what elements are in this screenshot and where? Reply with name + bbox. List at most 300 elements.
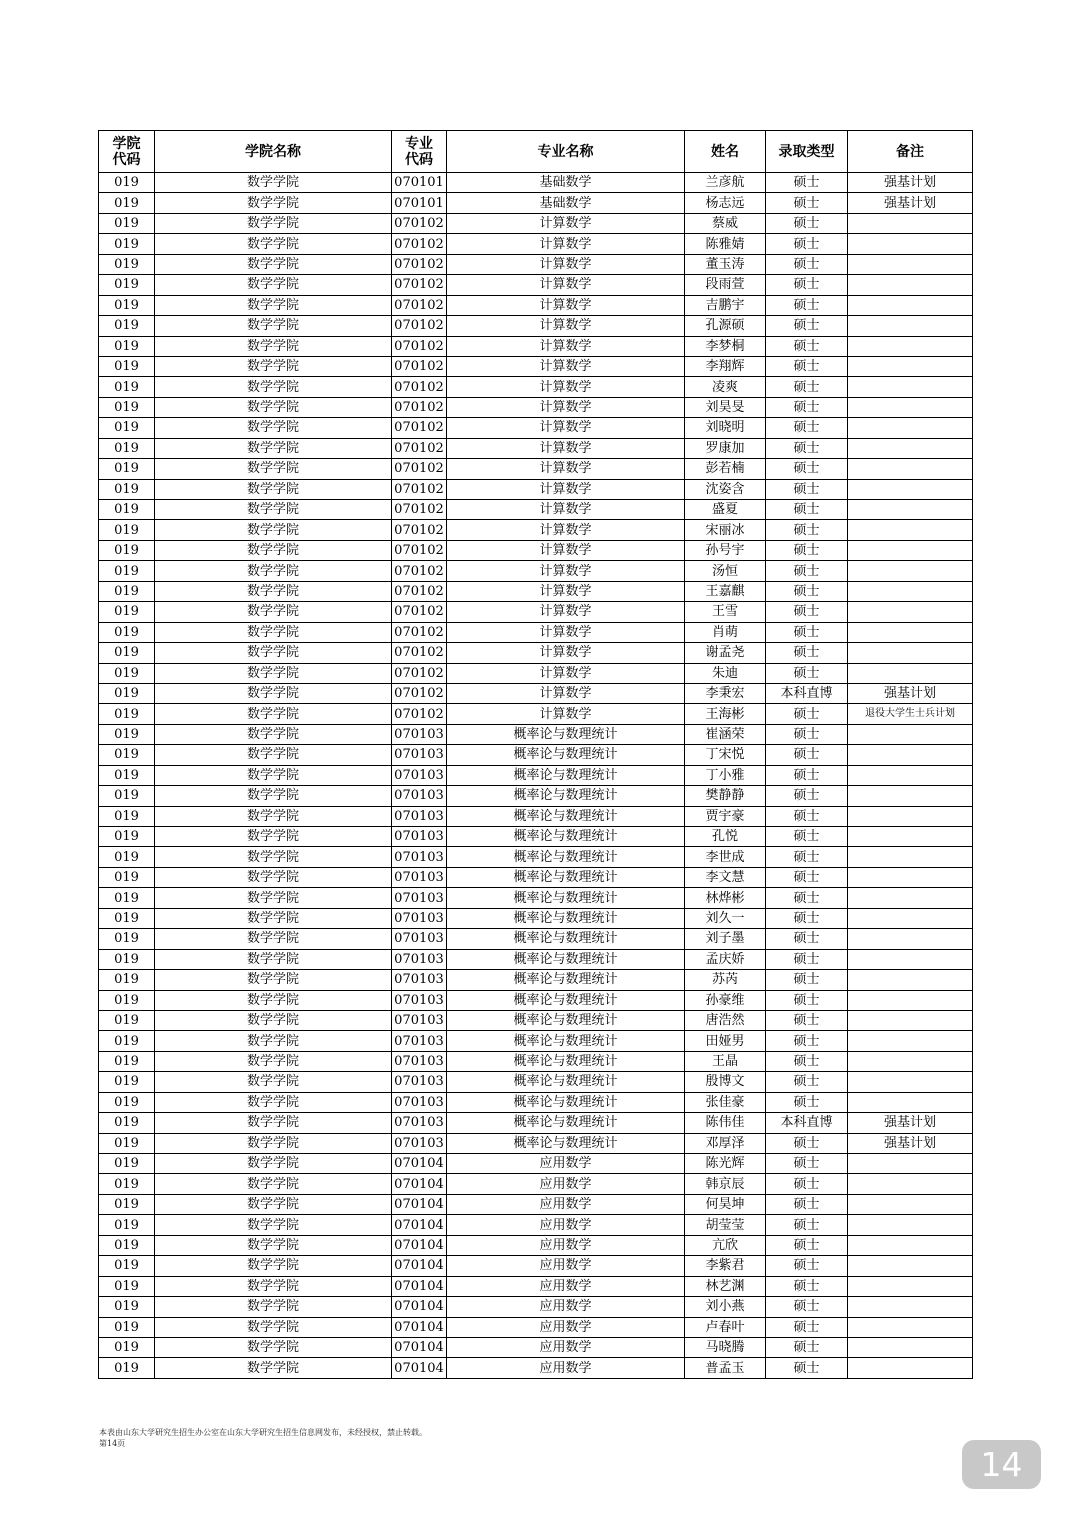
college-name-cell: 数学学院	[155, 949, 392, 969]
college-name-cell: 数学学院	[155, 970, 392, 990]
college-code-cell: 019	[99, 908, 155, 928]
college-code-cell: 019	[99, 1174, 155, 1194]
admission-type-cell: 硕士	[766, 377, 848, 397]
admission-type-cell: 硕士	[766, 1358, 848, 1378]
student-name-cell: 林艺渊	[685, 1276, 766, 1296]
admission-type-cell: 硕士	[766, 254, 848, 274]
table-row	[99, 397, 973, 417]
college-code-cell: 019	[99, 377, 155, 397]
remarks-cell	[848, 1358, 973, 1378]
admission-type-cell: 硕士	[766, 1174, 848, 1194]
header-admission-type: 录取类型	[766, 131, 848, 173]
admission-type-cell: 硕士	[766, 418, 848, 438]
college-name-cell: 数学学院	[155, 1317, 392, 1337]
admission-type-cell: 硕士	[766, 1031, 848, 1051]
college-code-cell: 019	[99, 1337, 155, 1357]
admission-type-cell: 硕士	[766, 847, 848, 867]
major-code-cell: 070102	[392, 683, 447, 703]
admission-type-cell: 硕士	[766, 540, 848, 560]
remarks-cell	[848, 867, 973, 887]
table-row	[99, 847, 973, 867]
college-code-cell: 019	[99, 888, 155, 908]
table-row	[99, 786, 973, 806]
student-name-cell: 陈光辉	[685, 1154, 766, 1174]
admission-type-cell: 硕士	[766, 500, 848, 520]
major-code-cell: 070102	[392, 316, 447, 336]
major-code-cell: 070102	[392, 275, 447, 295]
admission-type-cell: 硕士	[766, 1010, 848, 1030]
student-name-cell: 沈姿含	[685, 479, 766, 499]
major-code-cell: 070102	[392, 295, 447, 315]
admission-type-cell: 硕士	[766, 867, 848, 887]
college-name-cell: 数学学院	[155, 1358, 392, 1378]
admission-type-cell: 本科直博	[766, 1113, 848, 1133]
header-student-name: 姓名	[685, 131, 766, 173]
remarks-cell	[848, 520, 973, 540]
admission-type-cell: 硕士	[766, 643, 848, 663]
student-name-cell: 亢欣	[685, 1235, 766, 1255]
remarks-cell	[848, 275, 973, 295]
remarks-cell	[848, 806, 973, 826]
admission-type-cell: 硕士	[766, 704, 848, 724]
major-code-cell: 070103	[392, 1113, 447, 1133]
remarks-cell	[848, 356, 973, 376]
table-row	[99, 1092, 973, 1112]
table-row	[99, 970, 973, 990]
remarks-cell	[848, 438, 973, 458]
college-code-cell: 019	[99, 990, 155, 1010]
table-row	[99, 1337, 973, 1357]
remarks-cell	[848, 234, 973, 254]
major-code-cell: 070104	[392, 1154, 447, 1174]
major-name-cell: 概率论与数理统计	[447, 745, 685, 765]
table-row	[99, 888, 973, 908]
table-row	[99, 622, 973, 642]
student-name-cell: 盛夏	[685, 500, 766, 520]
table-row	[99, 1072, 973, 1092]
major-code-cell: 070103	[392, 724, 447, 744]
major-name-cell: 概率论与数理统计	[447, 786, 685, 806]
major-code-cell: 070104	[392, 1276, 447, 1296]
student-name-cell: 普孟玉	[685, 1358, 766, 1378]
major-name-cell: 应用数学	[447, 1317, 685, 1337]
student-name-cell: 田娅男	[685, 1031, 766, 1051]
admission-type-cell: 硕士	[766, 275, 848, 295]
college-code-cell: 019	[99, 356, 155, 376]
student-name-cell: 樊静静	[685, 786, 766, 806]
admission-type-cell: 硕士	[766, 1133, 848, 1153]
student-name-cell: 陈雅婧	[685, 234, 766, 254]
college-name-cell: 数学学院	[155, 234, 392, 254]
major-name-cell: 应用数学	[447, 1235, 685, 1255]
major-name-cell: 概率论与数理统计	[447, 1031, 685, 1051]
college-name-cell: 数学学院	[155, 765, 392, 785]
major-code-cell: 070102	[392, 234, 447, 254]
major-name-cell: 概率论与数理统计	[447, 970, 685, 990]
student-name-cell: 李文慧	[685, 867, 766, 887]
major-code-cell: 070102	[392, 622, 447, 642]
college-name-cell: 数学学院	[155, 1154, 392, 1174]
college-name-cell: 数学学院	[155, 724, 392, 744]
college-name-cell: 数学学院	[155, 1010, 392, 1030]
admission-type-cell: 硕士	[766, 1194, 848, 1214]
remarks-cell	[848, 745, 973, 765]
table-row	[99, 438, 973, 458]
admission-type-cell: 硕士	[766, 1092, 848, 1112]
admission-type-cell: 硕士	[766, 479, 848, 499]
remarks-cell	[848, 786, 973, 806]
major-name-cell: 基础数学	[447, 173, 685, 193]
student-name-cell: 王海彬	[685, 704, 766, 724]
table-row	[99, 704, 973, 724]
remarks-cell	[848, 724, 973, 744]
major-name-cell: 概率论与数理统计	[447, 806, 685, 826]
remarks-cell: 强基计划	[848, 193, 973, 213]
major-code-cell: 070103	[392, 1031, 447, 1051]
student-name-cell: 王嘉麒	[685, 581, 766, 601]
table-row	[99, 1358, 973, 1378]
student-name-cell: 刘小燕	[685, 1297, 766, 1317]
remarks-cell	[848, 540, 973, 560]
college-code-cell: 019	[99, 1317, 155, 1337]
table-row	[99, 908, 973, 928]
table-row	[99, 990, 973, 1010]
college-name-cell: 数学学院	[155, 929, 392, 949]
major-code-cell: 070102	[392, 438, 447, 458]
major-name-cell: 计算数学	[447, 336, 685, 356]
college-code-cell: 019	[99, 1297, 155, 1317]
major-code-cell: 070103	[392, 949, 447, 969]
major-name-cell: 计算数学	[447, 704, 685, 724]
major-name-cell: 计算数学	[447, 683, 685, 703]
college-name-cell: 数学学院	[155, 213, 392, 233]
major-code-cell: 070101	[392, 193, 447, 213]
college-name-cell: 数学学院	[155, 254, 392, 274]
admission-type-cell: 硕士	[766, 970, 848, 990]
college-code-cell: 019	[99, 683, 155, 703]
college-code-cell: 019	[99, 213, 155, 233]
remarks-cell	[848, 1010, 973, 1030]
student-name-cell: 彭若楠	[685, 459, 766, 479]
college-code-cell: 019	[99, 459, 155, 479]
remarks-cell	[848, 643, 973, 663]
major-name-cell: 应用数学	[447, 1358, 685, 1378]
college-code-cell: 019	[99, 1358, 155, 1378]
major-code-cell: 070104	[392, 1215, 447, 1235]
student-name-cell: 丁小雅	[685, 765, 766, 785]
table-row	[99, 540, 973, 560]
remarks-cell	[848, 459, 973, 479]
college-code-cell: 019	[99, 1113, 155, 1133]
remarks-cell	[848, 397, 973, 417]
table-row	[99, 1133, 973, 1153]
major-name-cell: 计算数学	[447, 500, 685, 520]
major-code-cell: 070103	[392, 827, 447, 847]
major-name-cell: 计算数学	[447, 438, 685, 458]
table-row	[99, 1010, 973, 1030]
student-name-cell: 胡莹莹	[685, 1215, 766, 1235]
remarks-cell	[848, 1337, 973, 1357]
remarks-cell: 退役大学生士兵计划	[848, 704, 973, 724]
major-name-cell: 概率论与数理统计	[447, 990, 685, 1010]
major-name-cell: 计算数学	[447, 397, 685, 417]
student-name-cell: 朱迪	[685, 663, 766, 683]
college-name-cell: 数学学院	[155, 888, 392, 908]
college-name-cell: 数学学院	[155, 683, 392, 703]
admission-type-cell: 硕士	[766, 459, 848, 479]
remarks-cell	[848, 1256, 973, 1276]
admission-type-cell: 硕士	[766, 1215, 848, 1235]
admission-type-cell: 硕士	[766, 561, 848, 581]
admission-type-cell: 硕士	[766, 745, 848, 765]
major-code-cell: 070103	[392, 929, 447, 949]
remarks-cell	[848, 1154, 973, 1174]
major-code-cell: 070102	[392, 581, 447, 601]
college-name-cell: 数学学院	[155, 602, 392, 622]
copyright-notice: 本表由山东大学研究生招生办公室在山东大学研究生招生信息网发布，未经授权，禁止转载。	[99, 1428, 427, 1437]
table-row	[99, 1051, 973, 1071]
college-code-cell: 019	[99, 193, 155, 213]
remarks-cell	[848, 1092, 973, 1112]
major-name-cell: 计算数学	[447, 418, 685, 438]
remarks-cell	[848, 990, 973, 1010]
table-row	[99, 643, 973, 663]
table-row	[99, 418, 973, 438]
student-name-cell: 韩京辰	[685, 1174, 766, 1194]
remarks-cell	[848, 1215, 973, 1235]
major-name-cell: 应用数学	[447, 1215, 685, 1235]
table-row	[99, 1276, 973, 1296]
admission-type-cell: 硕士	[766, 1154, 848, 1174]
college-name-cell: 数学学院	[155, 1174, 392, 1194]
table-row	[99, 1194, 973, 1214]
college-name-cell: 数学学院	[155, 275, 392, 295]
major-code-cell: 070104	[392, 1317, 447, 1337]
table-row	[99, 1256, 973, 1276]
college-code-cell: 019	[99, 397, 155, 417]
college-code-cell: 019	[99, 643, 155, 663]
student-name-cell: 唐浩然	[685, 1010, 766, 1030]
college-code-cell: 019	[99, 438, 155, 458]
student-name-cell: 宋丽冰	[685, 520, 766, 540]
remarks-cell	[848, 663, 973, 683]
table-row	[99, 336, 973, 356]
major-code-cell: 070102	[392, 377, 447, 397]
remarks-cell	[848, 622, 973, 642]
college-code-cell: 019	[99, 1215, 155, 1235]
remarks-cell	[848, 418, 973, 438]
major-code-cell: 070103	[392, 765, 447, 785]
student-name-cell: 蔡威	[685, 213, 766, 233]
college-code-cell: 019	[99, 929, 155, 949]
student-name-cell: 吉鹏宇	[685, 295, 766, 315]
major-name-cell: 计算数学	[447, 643, 685, 663]
major-name-cell: 概率论与数理统计	[447, 1092, 685, 1112]
student-name-cell: 马晓腾	[685, 1337, 766, 1357]
table-row	[99, 254, 973, 274]
student-name-cell: 孙豪维	[685, 990, 766, 1010]
student-name-cell: 段雨萱	[685, 275, 766, 295]
admission-type-cell: 硕士	[766, 1235, 848, 1255]
college-name-cell: 数学学院	[155, 704, 392, 724]
major-name-cell: 基础数学	[447, 193, 685, 213]
admission-type-cell: 硕士	[766, 193, 848, 213]
page-label: 第14页	[99, 1439, 126, 1448]
major-code-cell: 070101	[392, 173, 447, 193]
major-name-cell: 计算数学	[447, 459, 685, 479]
student-name-cell: 谢孟尧	[685, 643, 766, 663]
table-row	[99, 929, 973, 949]
college-name-cell: 数学学院	[155, 295, 392, 315]
college-name-cell: 数学学院	[155, 663, 392, 683]
college-code-cell: 019	[99, 275, 155, 295]
college-name-cell: 数学学院	[155, 500, 392, 520]
admission-type-cell: 硕士	[766, 622, 848, 642]
college-name-cell: 数学学院	[155, 438, 392, 458]
college-name-cell: 数学学院	[155, 1276, 392, 1296]
remarks-cell	[848, 929, 973, 949]
remarks-cell	[848, 336, 973, 356]
remarks-cell	[848, 254, 973, 274]
table-row	[99, 479, 973, 499]
college-code-cell: 019	[99, 520, 155, 540]
remarks-cell	[848, 1031, 973, 1051]
college-name-cell: 数学学院	[155, 827, 392, 847]
admission-type-cell: 硕士	[766, 397, 848, 417]
student-name-cell: 苏芮	[685, 970, 766, 990]
major-name-cell: 概率论与数理统计	[447, 724, 685, 744]
student-name-cell: 何昊坤	[685, 1194, 766, 1214]
college-code-cell: 019	[99, 867, 155, 887]
college-code-cell: 019	[99, 1256, 155, 1276]
admission-type-cell: 硕士	[766, 990, 848, 1010]
college-code-cell: 019	[99, 479, 155, 499]
college-name-cell: 数学学院	[155, 540, 392, 560]
major-name-cell: 计算数学	[447, 581, 685, 601]
remarks-cell	[848, 1051, 973, 1071]
student-name-cell: 李翔辉	[685, 356, 766, 376]
major-name-cell: 概率论与数理统计	[447, 929, 685, 949]
major-code-cell: 070102	[392, 500, 447, 520]
remarks-cell	[848, 1194, 973, 1214]
student-name-cell: 孙号宇	[685, 540, 766, 560]
major-code-cell: 070102	[392, 663, 447, 683]
college-code-cell: 019	[99, 602, 155, 622]
table-row	[99, 500, 973, 520]
college-code-cell: 019	[99, 827, 155, 847]
table-row	[99, 173, 973, 193]
major-name-cell: 概率论与数理统计	[447, 1113, 685, 1133]
major-code-cell: 070103	[392, 970, 447, 990]
remarks-cell: 强基计划	[848, 1113, 973, 1133]
table-row	[99, 827, 973, 847]
admission-type-cell: 硕士	[766, 765, 848, 785]
header-major-name: 专业名称	[447, 131, 685, 173]
college-code-cell: 019	[99, 949, 155, 969]
remarks-cell	[848, 500, 973, 520]
remarks-cell	[848, 765, 973, 785]
college-code-cell: 019	[99, 234, 155, 254]
college-name-cell: 数学学院	[155, 316, 392, 336]
table-row	[99, 724, 973, 744]
remarks-cell: 强基计划	[848, 1133, 973, 1153]
college-name-cell: 数学学院	[155, 867, 392, 887]
major-code-cell: 070104	[392, 1174, 447, 1194]
major-name-cell: 计算数学	[447, 316, 685, 336]
college-code-cell: 019	[99, 1051, 155, 1071]
college-name-cell: 数学学院	[155, 1235, 392, 1255]
admission-type-cell: 硕士	[766, 213, 848, 233]
admission-type-cell: 硕士	[766, 520, 848, 540]
major-name-cell: 计算数学	[447, 520, 685, 540]
student-name-cell: 兰彦航	[685, 173, 766, 193]
major-name-cell: 概率论与数理统计	[447, 1010, 685, 1030]
college-code-cell: 019	[99, 500, 155, 520]
table-row	[99, 377, 973, 397]
table-row	[99, 867, 973, 887]
remarks-cell	[848, 316, 973, 336]
table-row	[99, 561, 973, 581]
student-name-cell: 刘昊旻	[685, 397, 766, 417]
remarks-cell	[848, 1235, 973, 1255]
remarks-cell	[848, 888, 973, 908]
major-code-cell: 070104	[392, 1256, 447, 1276]
major-code-cell: 070104	[392, 1235, 447, 1255]
table-row	[99, 193, 973, 213]
admission-type-cell: 硕士	[766, 356, 848, 376]
admission-type-cell: 硕士	[766, 173, 848, 193]
student-name-cell: 陈伟佳	[685, 1113, 766, 1133]
table-row	[99, 213, 973, 233]
table-row	[99, 806, 973, 826]
major-code-cell: 070102	[392, 397, 447, 417]
student-name-cell: 王雪	[685, 602, 766, 622]
college-code-cell: 019	[99, 254, 155, 274]
major-name-cell: 计算数学	[447, 234, 685, 254]
college-code-cell: 019	[99, 786, 155, 806]
header-remarks: 备注	[848, 131, 973, 173]
remarks-cell	[848, 1297, 973, 1317]
major-code-cell: 070103	[392, 847, 447, 867]
college-name-cell: 数学学院	[155, 1194, 392, 1214]
college-name-cell: 数学学院	[155, 745, 392, 765]
table-header-row	[99, 131, 973, 173]
student-name-cell: 王晶	[685, 1051, 766, 1071]
student-name-cell: 孔悦	[685, 827, 766, 847]
major-name-cell: 应用数学	[447, 1256, 685, 1276]
college-name-cell: 数学学院	[155, 397, 392, 417]
admission-type-cell: 硕士	[766, 929, 848, 949]
table-row	[99, 683, 973, 703]
major-code-cell: 070102	[392, 336, 447, 356]
admission-type-cell: 硕士	[766, 1317, 848, 1337]
student-name-cell: 崔涵荣	[685, 724, 766, 744]
college-name-cell: 数学学院	[155, 520, 392, 540]
college-code-cell: 019	[99, 1092, 155, 1112]
major-code-cell: 070102	[392, 643, 447, 663]
table-row	[99, 1031, 973, 1051]
student-name-cell: 李世成	[685, 847, 766, 867]
admission-type-cell: 硕士	[766, 908, 848, 928]
major-name-cell: 概率论与数理统计	[447, 1051, 685, 1071]
college-name-cell: 数学学院	[155, 1113, 392, 1133]
admission-type-cell: 硕士	[766, 438, 848, 458]
remarks-cell	[848, 581, 973, 601]
student-name-cell: 汤恒	[685, 561, 766, 581]
table-row	[99, 1174, 973, 1194]
admission-type-cell: 硕士	[766, 1256, 848, 1276]
remarks-cell	[848, 908, 973, 928]
